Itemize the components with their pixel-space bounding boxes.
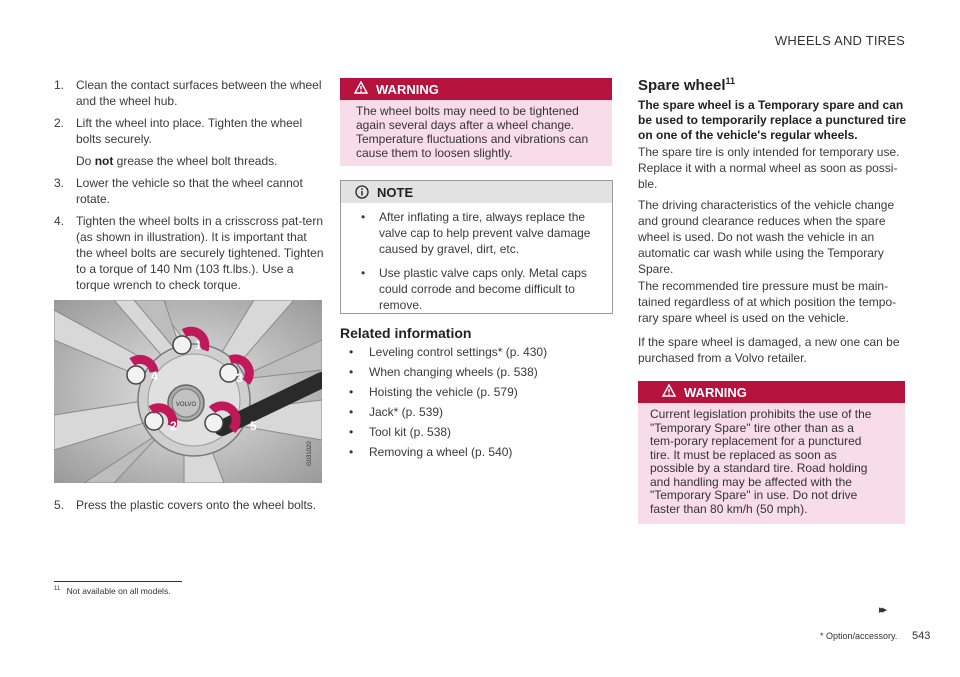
spare-wheel-intro: The spare wheel is a Temporary spare and can be used to temporarily replace a punctured tire on one of the vehicle's regular wheels. xyxy=(638,98,907,142)
step-number: 5. xyxy=(54,498,65,512)
warning-triangle-icon xyxy=(354,81,368,97)
note-prefix: Do xyxy=(76,154,95,168)
step-text: Clean the contact surfaces between the wheel and the wheel hub. xyxy=(76,78,322,108)
warning-triangle-icon xyxy=(662,384,676,400)
related-link[interactable] xyxy=(349,364,609,380)
related-link-text[interactable]: Tool kit (p. 538) xyxy=(369,425,452,439)
step-text: Press the plastic covers onto the wheel bolts. xyxy=(76,498,317,512)
wheel-bolt-illustration xyxy=(54,300,322,483)
bullet: • xyxy=(349,345,354,359)
warning-box xyxy=(638,381,905,524)
step-2-note xyxy=(76,153,326,169)
step-number: 3. xyxy=(54,176,65,190)
note-item: • Use plastic valve caps only. Metal caps could corrode and become difficult to remove. xyxy=(359,265,598,313)
continue-arrow-icon: ▸▸ xyxy=(879,604,885,616)
related-link-text[interactable]: Leveling control settings* (p. 430) xyxy=(369,345,548,359)
bullet: • xyxy=(349,385,354,399)
warning-text: The wheel bolts may need to be tightened again several days after a wheel change. Temperature fluctuations and vibrations can cause them to loosen slightly. xyxy=(356,104,589,160)
note-emphasis: not xyxy=(94,154,114,168)
note-header xyxy=(341,181,612,203)
spare-para: The driving characteristics of the vehicle change and ground clearance reduces when the spare wheel is used. Do not wash the vehicle in an automatic car wash while using the Temporary Spare. xyxy=(638,198,895,276)
info-circle-icon xyxy=(355,185,369,199)
warning-box xyxy=(340,78,612,166)
related-link[interactable] xyxy=(349,424,609,440)
note-title: NOTE xyxy=(377,184,414,200)
bullet: • xyxy=(349,405,354,419)
step-4 xyxy=(54,213,324,293)
step-number: 1. xyxy=(54,78,65,92)
related-link[interactable] xyxy=(349,444,609,460)
note-list xyxy=(341,203,612,313)
note-item: • After inflating a tire, always replace the valve cap to help prevent valve damage caused by gravel, dirt, etc. xyxy=(359,209,598,257)
related-link[interactable] xyxy=(349,344,609,360)
wheel-illustration-svg xyxy=(54,300,322,483)
related-link-text[interactable]: Jack* (p. 539) xyxy=(369,405,444,419)
related-title: Related information xyxy=(340,325,472,341)
warning-text: Current legislation prohibits the use of the "Temporary Spare" tire other than as a tem-porary replacement for a punctured tire. It must be replaced as soon as possible by a standard tire. Road holding and handling may be affected with the "Temporary Spare" in use. Do not drive faster than 80 km/h (50 mph). xyxy=(650,407,872,516)
bolt-number-2: 2 xyxy=(170,419,177,433)
bolt-number-4: 4 xyxy=(151,369,158,383)
illustration-code: G031020 xyxy=(307,441,313,466)
option-note: * Option/accessory. xyxy=(820,631,898,641)
section-title: WHEELS AND TIRES xyxy=(774,33,905,48)
warning-header xyxy=(638,381,905,403)
warning-header xyxy=(340,78,612,100)
footnote xyxy=(54,586,171,596)
step-5 xyxy=(54,497,334,513)
spare-wheel-heading xyxy=(638,76,735,94)
warning-title: WARNING xyxy=(684,384,747,400)
related-link-text[interactable]: When changing wheels (p. 538) xyxy=(369,365,538,379)
footnote-number: 11 xyxy=(54,586,61,593)
spare-wheel-title: Spare wheel xyxy=(638,77,726,94)
warning-title: WARNING xyxy=(376,81,439,97)
bullet: • xyxy=(349,365,354,379)
bullet: • xyxy=(349,425,354,439)
step-number: 4. xyxy=(54,214,65,228)
step-text: Lower the vehicle so that the wheel cannot rotate. xyxy=(76,176,303,206)
spare-para: The spare tire is only intended for temporary use. Replace it with a normal wheel as soon as possi-ble. xyxy=(638,145,900,191)
footnote-text: Not available on all models. xyxy=(66,586,171,596)
step-text: Tighten the wheel bolts in a crisscross pat-tern (as shown in illustration). It is important that the wheel bolts are securely tightened. Tighten to a torque of 140 Nm (103 ft.lbs.). Use a torque wrench to check torque. xyxy=(76,214,324,292)
brand-emblem-text: VOLVO xyxy=(175,402,197,408)
spare-para: If the spare wheel is damaged, a new one can be purchased from a Volvo retailer. xyxy=(638,335,900,365)
footnote-ref: 11 xyxy=(725,76,736,86)
step-1 xyxy=(54,77,324,109)
related-link-text[interactable]: Removing a wheel (p. 540) xyxy=(369,445,513,459)
bolt-number-5: 5 xyxy=(250,419,257,433)
page-number: 543 xyxy=(912,630,931,642)
related-link-text[interactable]: Hoisting the vehicle (p. 579) xyxy=(369,385,518,399)
footnote-rule xyxy=(54,581,182,582)
related-link[interactable] xyxy=(349,384,609,400)
bolt-number-3: 3 xyxy=(236,371,243,385)
bullet: • xyxy=(349,445,354,459)
related-link[interactable] xyxy=(349,404,609,420)
step-text: Lift the wheel into place. Tighten the wheel bolts securely. xyxy=(76,116,303,146)
step-3 xyxy=(54,175,324,207)
bolt-number-1: 1 xyxy=(195,338,202,352)
note-suffix: grease the wheel bolt threads. xyxy=(113,154,278,168)
step-2 xyxy=(54,115,324,147)
note-box xyxy=(340,180,613,314)
step-number: 2. xyxy=(54,116,65,130)
spare-para: The recommended tire pressure must be main-tained regardless of at which position the tempo-rary spare wheel is used on the vehicle. xyxy=(638,279,897,325)
